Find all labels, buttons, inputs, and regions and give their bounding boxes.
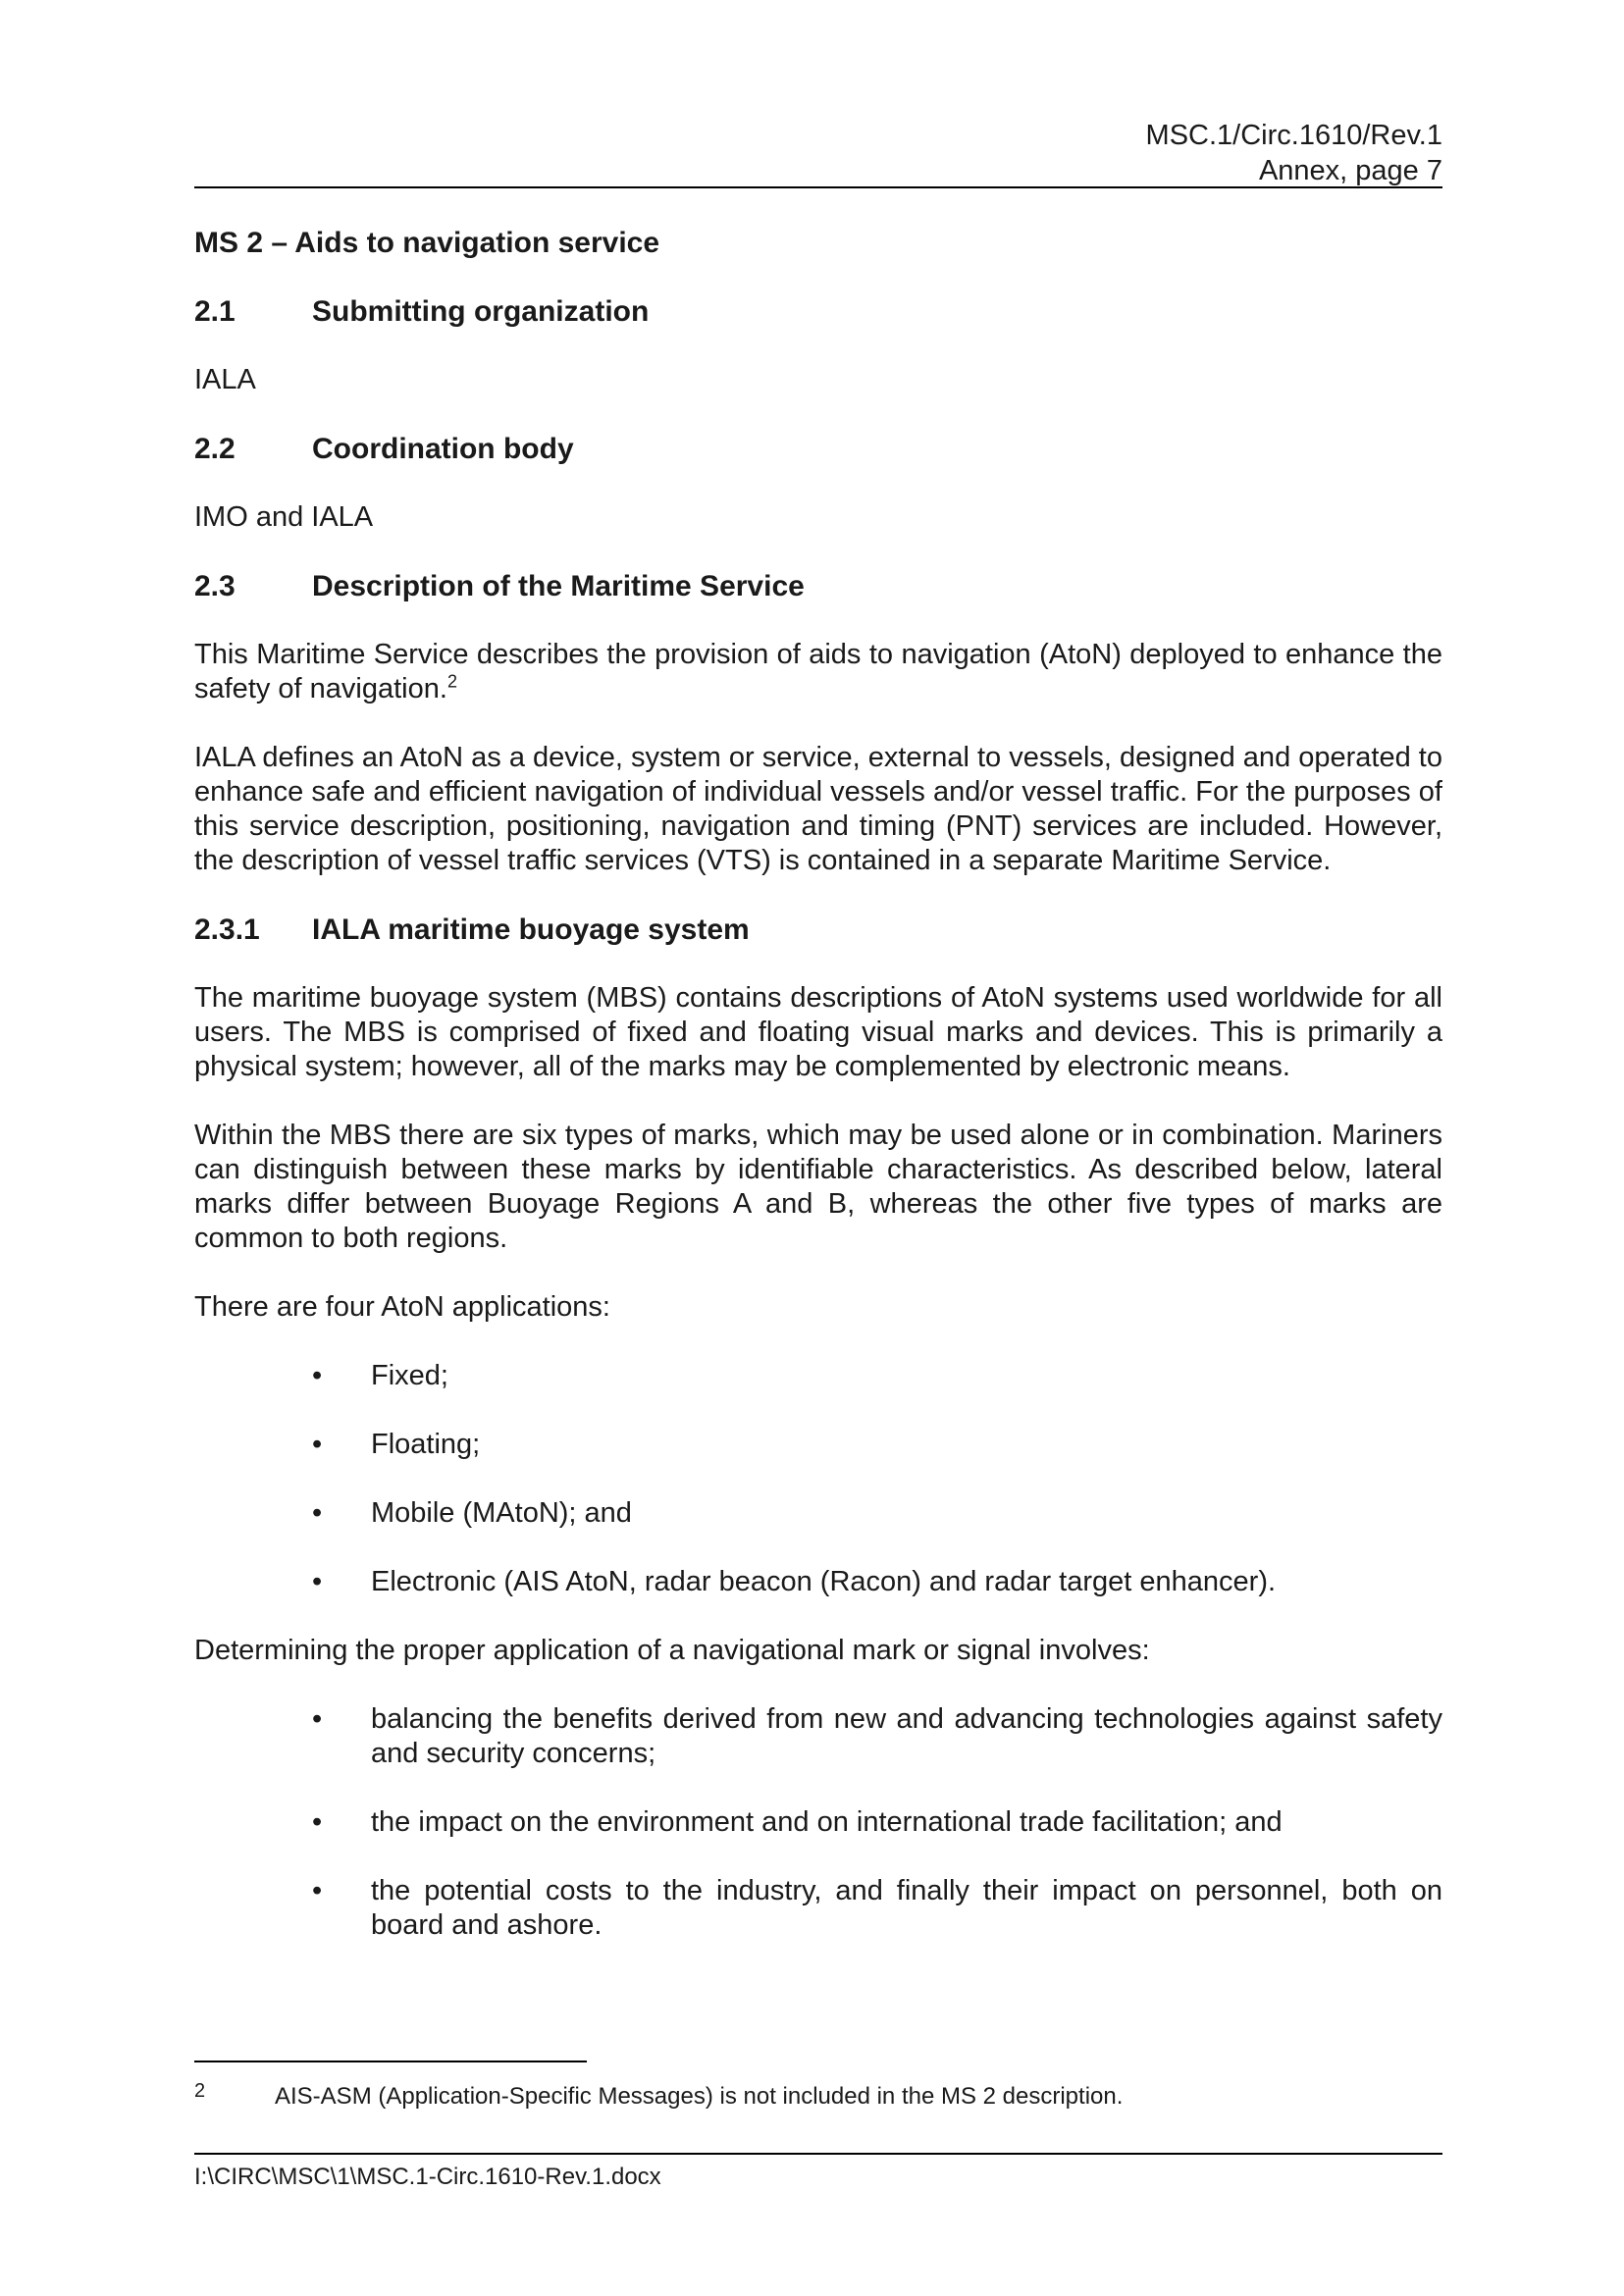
section-heading-2-2: [194, 432, 1442, 466]
considerations-list: [194, 1702, 1442, 1943]
bullet: •: [312, 1703, 323, 1735]
paragraph: [194, 638, 1442, 706]
section-title: Description of the Maritime Service: [312, 570, 805, 602]
doc-reference: MSC.1/Circ.1610/Rev.1: [1145, 120, 1442, 151]
footer-file-path: I:\CIRC\MSC\1\MSC.1-Circ.1610-Rev.1.docx: [194, 2164, 661, 2190]
list-item: • Mobile (MAtoN); and: [312, 1497, 632, 1529]
section-heading-2-1: [194, 294, 1442, 329]
header-rule: [194, 186, 1442, 188]
submitting-organization: IALA: [194, 364, 256, 395]
section-heading-2-3: [194, 569, 1442, 603]
annex-page-number: Annex, page 7: [1258, 155, 1442, 186]
list-item: • Floating;: [312, 1429, 481, 1460]
section-title: IALA maritime buoyage system: [312, 913, 750, 946]
paragraph: IALA defines an AtoN as a device, system or service, external to vessels, designed and operated to enhance safe and efficient navigation of individual vessels and/or vessel traffic. For the purposes of this service description, positioning, navigation and timing (PNT) services are included. However, the description of vessel traffic services (VTS) is contained in a separate Maritime Service.: [194, 742, 1442, 876]
paragraph: The maritime buoyage system (MBS) contains descriptions of AtoN systems used worldwide for all users. The MBS is comprised of fixed and floating visual marks and devices. This is primarily a physical system; however, all of the marks may be complemented by electronic means.: [194, 982, 1442, 1082]
bullet: •: [312, 1360, 323, 1391]
section-number: 2.2: [194, 433, 236, 465]
list-item: • the impact on the environment and on international trade facilitation; and: [312, 1806, 1283, 1838]
list-item: • Electronic (AIS AtoN, radar beacon (Racon) and radar target enhancer).: [312, 1566, 1277, 1597]
coordination-body: IMO and IALA: [194, 501, 374, 533]
footnote-reference: 2: [446, 671, 457, 692]
section-number: 2.3: [194, 570, 236, 602]
footer-rule: [194, 2153, 1442, 2155]
list-item: • balancing the benefits derived from new and advancing technologies against safety and security concerns;: [312, 1703, 1442, 1769]
paragraph: There are four AtoN applications:: [194, 1291, 610, 1323]
footnote: [194, 2082, 1442, 2112]
list-item: • Fixed;: [312, 1360, 448, 1391]
footnote-separator: [194, 2061, 587, 2062]
section-heading-2-3-1: [194, 913, 1442, 947]
footnote-number: 2: [194, 2080, 206, 2102]
document-page: [194, 0, 1442, 2296]
bullet: •: [312, 1429, 323, 1460]
list-item: • the potential costs to the industry, and finally their impact on personnel, both on board and ashore.: [312, 1875, 1442, 1941]
paragraph: Within the MBS there are six types of marks, which may be used alone or in combination. Mariners can distinguish between these marks by identifiable characteristics. As described below, lateral marks differ between Buoyage Regions A and B, whereas the other five types of marks are common to both regions.: [194, 1120, 1442, 1254]
section-number: 2.3.1: [194, 913, 260, 946]
document-title: MS 2 – Aids to navigation service: [194, 227, 660, 259]
applications-list: [194, 1359, 1442, 1599]
section-number: 2.1: [194, 295, 236, 328]
paragraph: Determining the proper application of a navigational mark or signal involves:: [194, 1635, 1150, 1666]
bullet: •: [312, 1497, 323, 1529]
footnote-text: AIS-ASM (Application-Specific Messages) is not included in the MS 2 description.: [275, 2083, 1124, 2110]
section-title: Submitting organization: [312, 295, 650, 328]
page-header: [194, 118, 1442, 188]
document-body: [194, 226, 1442, 1943]
bullet: •: [312, 1875, 323, 1906]
bullet: •: [312, 1806, 323, 1838]
bullet: •: [312, 1566, 323, 1597]
section-title: Coordination body: [312, 433, 574, 465]
paragraph-text: This Maritime Service describes the provision of aids to navigation (AtoN) deployed to enhance the safety of navigation.: [194, 639, 1442, 704]
